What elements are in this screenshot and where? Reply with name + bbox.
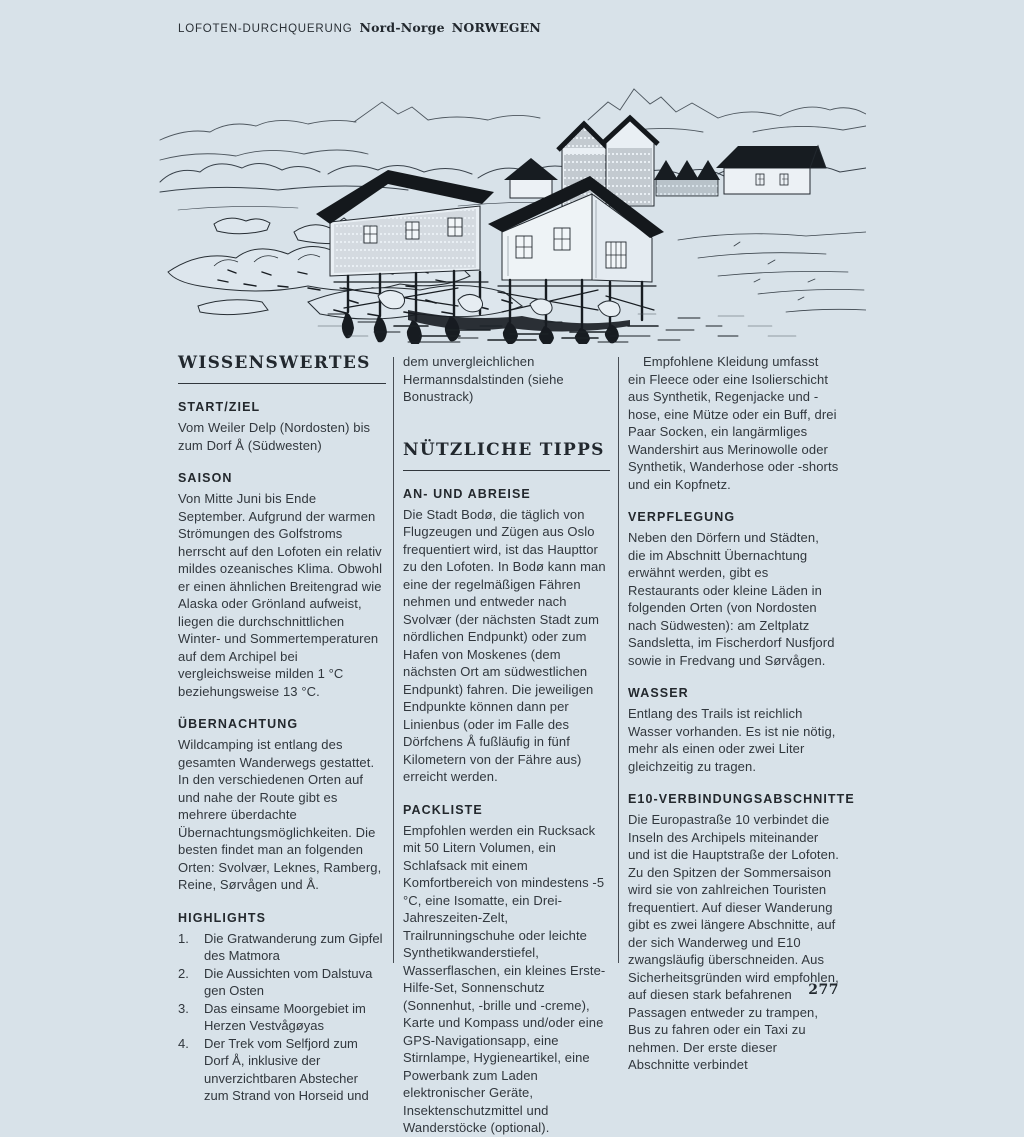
highlight-number: 1. — [178, 930, 189, 946]
column-divider — [618, 357, 619, 963]
text-verpflegung: Neben den Dörfern und Städten, die im Abschnitt Übernachtung erwähnt werden, gibt es Restaurants oder kleine Läden in folgenden Orten (von Nordosten nach Südwesten): am Zeltplatz Sandsletta, im Fischerdorf Nusfjord sowie in Fredvang und Sørvågen. — [628, 530, 835, 668]
text-packliste: Empfohlen werden ein Rucksack mit 50 Litern Volumen, ein Schlafsack mit einem Komfortbereich von mindestens -5 °C, eine Isomatte, ein Drei-Jahreszeiten-Zelt, Trailrunningschuhe oder leichte Synthetikwanderstiefel, Wasserflaschen, ein kleines Erste-Hilfe-Set, Sonnenschutz (Sonnenhut, -brille und -creme), Karte und Kompass und/oder eine GPS-Navigationsapp, eine Stirnlampe, Hygieneartikel, eine Powerbank zum Laden elektronischer Geräte, Insektenschutzmittel und Wanderstöcke (optional). — [403, 822, 606, 1135]
text-highlights-carryover: dem unvergleichlichen Hermannsdalstinden (siehe Bonustrack) — [403, 354, 564, 404]
page-number: 277 — [808, 982, 839, 998]
text-kleidung: Empfohlene Kleidung umfasst ein Fleece oder eine Isolierschicht aus Synthetik, Regenjacke und -hose, eine Mütze oder ein Buff, drei Paar Socken, ein langärmliges Wandershirt aus Merinowolle oder Synthetik, Wanderhose oder -shorts und ein Kopfnetz. — [628, 354, 839, 492]
heading-packliste: PACKLISTE — [403, 802, 483, 817]
heading-uebernachtung: ÜBERNACHTUNG — [178, 717, 299, 731]
highlight-text: Die Aussichten vom Dalstuva gen Osten — [204, 965, 373, 998]
highlight-item — [178, 930, 386, 965]
text-uebernachtung: Wildcamping ist entlang des gesamten Wanderwegs gestattet. In den verschiedenen Orten auf und nahe der Route gibt es mehrere überdachte Übernachtungsmöglichkeiten. Die besten findet man an folgenden Orten: Svolvær, Leknes, Ramberg, Reine, Sørvågen und Å. — [178, 737, 382, 892]
column-three — [628, 353, 855, 1074]
text-wasser: Entlang des Trails ist reichlich Wasser vorhanden. Es ist nie nötig, mehr als einen oder zwei Liter gleichzeitig zu tragen. — [628, 706, 836, 774]
text-start-ziel: Vom Weiler Delp (Nordosten) bis zum Dorf Å (Südwesten) — [178, 420, 371, 453]
highlight-item — [178, 1035, 386, 1105]
highlights-list — [178, 930, 386, 1105]
column-divider — [393, 357, 394, 963]
highlight-number: 2. — [178, 965, 189, 981]
heading-verpflegung: VERPFLEGUNG — [628, 510, 736, 524]
heading-wasser: WASSER — [628, 686, 689, 700]
house-icon — [504, 158, 558, 198]
highlight-item — [178, 965, 386, 1000]
highlight-text: Das einsame Moorgebiet im Herzen Vestvågøyas — [204, 1000, 366, 1033]
column-wissenswertes — [178, 353, 386, 1105]
house-icon — [654, 160, 720, 196]
highlight-item — [178, 1000, 386, 1035]
heading-an-und-abreise: AN- UND ABREISE — [403, 486, 531, 501]
section-title-wissenswertes: WISSENSWERTES — [178, 353, 386, 384]
section-title-nuetzliche-tipps: NÜTZLICHE TIPPS — [403, 440, 610, 471]
highlight-number: 4. — [178, 1035, 189, 1051]
heading-start-ziel: START/ZIEL — [178, 400, 261, 414]
region-name: Nord-Norge — [359, 20, 445, 35]
house-icon — [716, 146, 826, 194]
text-an-und-abreise: Die Stadt Bodø, die täglich von Flugzeugen und Zügen aus Oslo frequentiert wird, ist das Haupttor zu den Lofoten. In Bodø kann man eine der regelmäßigen Fähren nehmen und entweder nach Svolvær (der nächsten Stadt zum nördlichen Endpunkt) oder zum Hafen von Moskenes (dem nächsten Ort am südwestlichen Endpunkt) fahren. Die jeweiligen Endpunkte können dann per Linienbus (oder im Falle des Dörfchens Å fußläufig in fünf Kilometern von der Fähre aus) erreicht werden. — [403, 506, 606, 784]
lofoten-village-illustration — [158, 74, 866, 344]
highlight-text: Der Trek vom Selfjord zum Dorf Å, inklusive der unverzichtbaren Abstecher zum Strand von Horseid und — [204, 1035, 369, 1103]
running-header — [178, 20, 541, 35]
highlight-text: Die Gratwanderung zum Gipfel des Matmora — [204, 930, 383, 963]
highlight-number: 3. — [178, 1000, 189, 1016]
text-saison: Von Mitte Juni bis Ende September. Aufgrund der warmen Strömungen des Golfstroms herrscht auf den Lofoten ein relativ mildes ozeanisches Klima. Obwohl er einen ähnlichen Breitengrad wie Alaska oder Grönland aufweist, liegen die durchschnittlichen Winter- und Sommertemperaturen auf dem Archipel bei vergleichsweise milden 1 °C beziehungsweise 13 °C. — [178, 491, 383, 699]
trail-name: LOFOTEN-DURCHQUERUNG — [178, 23, 353, 35]
country-name: NORWEGEN — [451, 20, 542, 35]
column-nuetzliche-tipps — [403, 353, 610, 1137]
heading-saison: SAISON — [178, 471, 233, 485]
heading-highlights: HIGHLIGHTS — [178, 910, 267, 925]
text-e10-verbindungsabschnitte: Die Europastraße 10 verbindet die Inseln des Archipels miteinander und ist die Hauptstraße der Lofoten. Zu den Spitzen der Sommersaison wird sie von zahlreichen Touristen frequentiert. Auf dieser Wanderung gibt es zwei längere Abschnitte, auf der sich Wanderweg und E10 zwangsläufig überschneiden. Aus Sicherheitsgründen wird empfohlen, auf diesen stark befahrenen Passagen entweder zu trampen, Bus zu fahren oder ein Taxi zu nehmen. Der erste dieser Abschnitte verbindet — [628, 812, 840, 1072]
heading-e10-verbindungsabschnitte: E10-VERBINDUNGSABSCHNITTE — [628, 792, 855, 806]
